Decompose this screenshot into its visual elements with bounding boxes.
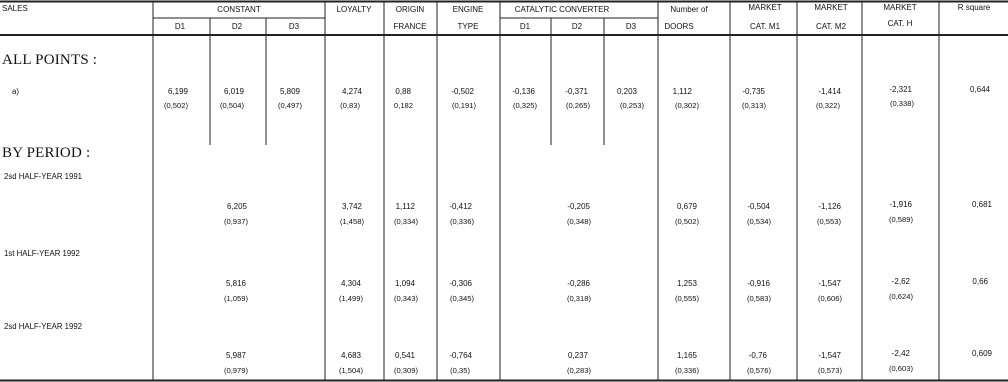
cell-stderr: (0,336)	[674, 366, 699, 375]
cell-stderr: (0,576)	[746, 366, 771, 375]
header-constant-d2: D2	[231, 22, 243, 31]
table-row-period-3	[4, 322, 993, 375]
cell-stderr: (0,553)	[816, 217, 841, 226]
cell-value: 3,742	[341, 202, 362, 211]
cell-value: -0,205	[567, 202, 590, 211]
header-market-h-line1: MARKET	[883, 3, 917, 12]
cell-value: 6,019	[223, 87, 244, 96]
cell-value: 0,203	[616, 87, 637, 96]
header-engine-line1: ENGINE	[452, 5, 484, 14]
header-loyalty: LOYALTY	[336, 5, 372, 14]
cell-stderr: (0,624)	[888, 292, 913, 301]
table-row-a	[12, 85, 991, 110]
cell-value: 0,541	[394, 351, 415, 360]
cell-value: -0,306	[449, 279, 472, 288]
cell-stderr: (0,504)	[219, 101, 244, 110]
cell-stderr: (0,302)	[674, 101, 699, 110]
cell-value: -1,916	[889, 200, 912, 209]
cell-value: -0,502	[451, 87, 474, 96]
header-constant: CONSTANT	[217, 5, 261, 14]
cell-stderr: (0,497)	[277, 101, 302, 110]
header-origin-line2: FRANCE	[393, 22, 427, 31]
cell-value: 1,253	[676, 279, 697, 288]
cell-stderr: 0,182	[393, 101, 413, 110]
cell-stderr: (0,606)	[817, 294, 842, 303]
cell-stderr: (0,309)	[393, 366, 418, 375]
row-label-period: 2sd HALF-YEAR 1992	[4, 322, 83, 331]
cell-stderr: (0,573)	[817, 366, 842, 375]
cell-value: -1,547	[818, 279, 841, 288]
header-catalytic-d1: D1	[519, 22, 531, 31]
cell-stderr: (0,35)	[450, 366, 470, 375]
header-sales: SALES	[2, 4, 28, 13]
cell-value: 4,304	[340, 279, 361, 288]
cell-value: 4,683	[340, 351, 361, 360]
column-dividers	[153, 2, 939, 381]
cell-stderr: (0,253)	[619, 101, 644, 110]
header-market-m1-line2: CAT. M1	[749, 22, 781, 31]
cell-value: 5,816	[225, 279, 246, 288]
table-row-period-1	[4, 172, 993, 226]
cell-value: 0,644	[969, 85, 990, 94]
cell-stderr: (0,534)	[746, 217, 771, 226]
row-label-period: 2sd HALF-YEAR 1991	[4, 172, 83, 181]
cell-value: 5,809	[279, 87, 300, 96]
header-market-h-line2: CAT. H	[887, 19, 913, 28]
header-origin-line1: ORIGIN	[395, 5, 425, 14]
cell-stderr: (0,348)	[566, 217, 591, 226]
cell-value: 0,679	[676, 202, 697, 211]
cell-stderr: (0,937)	[223, 217, 248, 226]
cell-value: -1,126	[818, 202, 841, 211]
cell-value: -0,412	[449, 202, 472, 211]
cell-value: 0,66	[972, 277, 988, 286]
cell-value: -0,286	[567, 279, 590, 288]
cell-stderr: (0,313)	[741, 101, 766, 110]
cell-stderr: (0,502)	[163, 101, 188, 110]
section-by-period: BY PERIOD :	[2, 145, 91, 161]
cell-value: -2,42	[891, 349, 910, 358]
header-doors-line1: Number of	[670, 5, 708, 14]
header-market-m2-line2: CAT. M2	[815, 22, 847, 31]
cell-stderr: (0,589)	[888, 215, 913, 224]
cell-value: -0,735	[742, 87, 765, 96]
table-rules	[0, 2, 1008, 381]
cell-stderr: (0,338)	[889, 99, 914, 108]
header-market-m1-line1: MARKET	[748, 3, 782, 12]
cell-stderr: (1,458)	[339, 217, 364, 226]
header-doors-line2: DOORS	[664, 22, 694, 31]
cell-stderr: (0,336)	[449, 217, 474, 226]
cell-stderr: (0,191)	[451, 101, 476, 110]
cell-stderr: (0,979)	[223, 366, 248, 375]
cell-value: 0,609	[971, 349, 992, 358]
row-label-period: 1st HALF-YEAR 1992	[4, 249, 80, 258]
cell-value: -0,916	[747, 279, 770, 288]
table-row-period-2	[4, 249, 989, 303]
cell-value: 1,112	[395, 202, 415, 211]
cell-stderr: (0,555)	[674, 294, 699, 303]
cell-value: -0,504	[747, 202, 770, 211]
cell-value: -1,414	[818, 87, 841, 96]
header-catalytic-d2: D2	[571, 22, 583, 31]
cell-value: 1,165	[676, 351, 697, 360]
cell-value: 0,237	[567, 351, 588, 360]
cell-value: -0,371	[565, 87, 588, 96]
cell-value: -2,321	[889, 85, 912, 94]
header-constant-d1: D1	[174, 22, 186, 31]
table-header	[2, 3, 991, 31]
cell-value: 0,681	[971, 200, 992, 209]
header-catalytic-converter: CATALYTIC CONVERTER	[514, 5, 610, 14]
cell-value: 5,987	[225, 351, 246, 360]
header-market-m2-line1: MARKET	[814, 3, 848, 12]
cell-stderr: (0,502)	[674, 217, 699, 226]
cell-stderr: (1,499)	[338, 294, 363, 303]
cell-stderr: (0,603)	[888, 364, 913, 373]
cell-stderr: (0,283)	[566, 366, 591, 375]
cell-stderr: (0,322)	[815, 101, 840, 110]
cell-value: 4,274	[341, 87, 362, 96]
cell-value: -0,76	[748, 351, 767, 360]
cell-stderr: (0,265)	[565, 101, 590, 110]
cell-stderr: (1,504)	[338, 366, 363, 375]
cell-stderr: (0,343)	[393, 294, 418, 303]
cell-stderr: (0,318)	[566, 294, 591, 303]
cell-value: 1,112	[672, 87, 692, 96]
cell-stderr: (1,059)	[223, 294, 248, 303]
cell-value: -2,62	[891, 277, 910, 286]
section-all-points: ALL POINTS :	[2, 52, 98, 68]
cell-stderr: (0,583)	[746, 294, 771, 303]
cell-value: 6,199	[167, 87, 188, 96]
header-r-square: R square	[957, 3, 991, 12]
cell-value: 0,88	[395, 87, 411, 96]
cell-value: 6,205	[226, 202, 247, 211]
cell-stderr: (0,325)	[512, 101, 537, 110]
header-constant-d3: D3	[288, 22, 300, 31]
cell-value: -1,547	[818, 351, 841, 360]
cell-value: 1,094	[394, 279, 415, 288]
cell-value: -0,136	[512, 87, 535, 96]
cell-stderr: (0,345)	[449, 294, 474, 303]
header-engine-line2: TYPE	[457, 22, 479, 31]
header-catalytic-d3: D3	[625, 22, 637, 31]
cell-stderr: (0,83)	[340, 101, 360, 110]
cell-stderr: (0,334)	[393, 217, 418, 226]
row-label-a: a)	[12, 87, 19, 96]
cell-value: -0,764	[449, 351, 472, 360]
